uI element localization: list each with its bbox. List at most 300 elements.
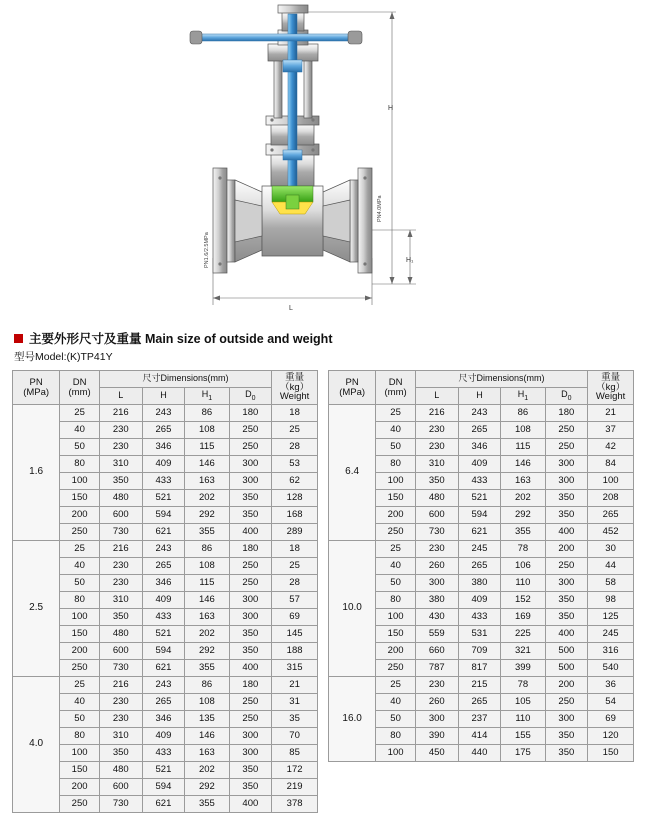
cell-h1: 110 xyxy=(501,711,545,728)
cell-h: 521 xyxy=(142,762,185,779)
cell-h: 433 xyxy=(142,473,185,490)
cell-h: 243 xyxy=(142,541,185,558)
cell-h: 265 xyxy=(142,422,185,439)
header-l: L xyxy=(415,388,458,405)
section-heading xyxy=(14,329,646,347)
cell-w: 245 xyxy=(588,626,634,643)
cell-h: 521 xyxy=(142,490,185,507)
cell-h: 409 xyxy=(142,456,185,473)
cell-d0: 500 xyxy=(545,660,588,677)
cell-dn: 40 xyxy=(376,694,416,711)
cell-h: 243 xyxy=(458,405,501,422)
cell-h1: 292 xyxy=(185,643,229,660)
cell-h1: 292 xyxy=(501,507,545,524)
cell-l: 310 xyxy=(415,456,458,473)
cell-d0: 400 xyxy=(229,796,272,813)
cell-l: 300 xyxy=(415,575,458,592)
cell-dn: 25 xyxy=(60,541,100,558)
cell-l: 216 xyxy=(415,405,458,422)
cell-dn: 150 xyxy=(60,626,100,643)
cell-h1: 202 xyxy=(185,626,229,643)
cell-l: 730 xyxy=(99,524,142,541)
cell-w: 18 xyxy=(272,405,318,422)
header-pn-unit: (MPa) xyxy=(339,386,366,398)
header-dn xyxy=(60,371,100,405)
cell-w: 378 xyxy=(272,796,318,813)
cell-l: 230 xyxy=(415,422,458,439)
cell-d0: 180 xyxy=(229,405,272,422)
cell-h: 594 xyxy=(142,643,185,660)
cell-dn: 40 xyxy=(60,422,100,439)
cell-d0: 250 xyxy=(545,694,588,711)
cell-dn: 25 xyxy=(376,405,416,422)
cell-w: 219 xyxy=(272,779,318,796)
cell-d0: 400 xyxy=(545,524,588,541)
header-pn-text: PN xyxy=(345,376,359,388)
header-dn-unit: (mm) xyxy=(68,386,91,398)
cell-dn: 100 xyxy=(376,473,416,490)
cell-l: 350 xyxy=(415,473,458,490)
cell-w: 44 xyxy=(588,558,634,575)
header-d0 xyxy=(229,388,272,405)
cell-dn: 50 xyxy=(60,711,100,728)
cell-d0: 300 xyxy=(229,456,272,473)
cell-l: 430 xyxy=(415,609,458,626)
cell-d0: 250 xyxy=(229,694,272,711)
cell-h1: 86 xyxy=(185,677,229,694)
cell-w: 28 xyxy=(272,575,318,592)
cell-w: 315 xyxy=(272,660,318,677)
valve-drawing-svg xyxy=(0,0,646,325)
cell-w: 316 xyxy=(588,643,634,660)
cell-dn: 40 xyxy=(376,558,416,575)
cell-dn: 250 xyxy=(60,524,100,541)
header-d0-base: D xyxy=(245,388,252,399)
header-dn-text: DN xyxy=(72,376,87,388)
cell-dn: 200 xyxy=(60,643,100,660)
cell-w: 30 xyxy=(588,541,634,558)
cell-dn: 25 xyxy=(60,405,100,422)
cell-h: 265 xyxy=(458,558,501,575)
cell-l: 600 xyxy=(99,507,142,524)
cell-h: 265 xyxy=(142,558,185,575)
cell-h1: 108 xyxy=(185,422,229,439)
cell-dn: 80 xyxy=(376,456,416,473)
header-weight-cn: 重量 xyxy=(285,371,305,383)
cell-w: 36 xyxy=(588,677,634,694)
cell-h1: 155 xyxy=(501,728,545,745)
cell-h1: 202 xyxy=(185,490,229,507)
cell-d0: 300 xyxy=(229,609,272,626)
cell-w: 54 xyxy=(588,694,634,711)
cell-h: 380 xyxy=(458,575,501,592)
cell-d0: 300 xyxy=(229,745,272,762)
cell-l: 480 xyxy=(415,490,458,507)
header-h: H xyxy=(142,388,185,405)
cell-h: 594 xyxy=(142,779,185,796)
cell-dn: 50 xyxy=(60,575,100,592)
cell-w: 62 xyxy=(272,473,318,490)
cell-h1: 292 xyxy=(185,507,229,524)
cell-w: 125 xyxy=(588,609,634,626)
cell-w: 25 xyxy=(272,422,318,439)
cell-dn: 50 xyxy=(376,711,416,728)
table-row xyxy=(329,677,634,694)
cell-dn: 250 xyxy=(376,524,416,541)
cell-dn: 40 xyxy=(376,422,416,439)
cell-dn: 150 xyxy=(60,490,100,507)
header-h1-base: H xyxy=(201,388,209,399)
cell-h1: 105 xyxy=(501,694,545,711)
cell-dn: 80 xyxy=(376,592,416,609)
cell-l: 310 xyxy=(99,456,142,473)
cell-h: 531 xyxy=(458,626,501,643)
header-weight-unit: （kg） xyxy=(280,381,310,393)
table-row xyxy=(329,405,634,422)
cell-l: 350 xyxy=(99,745,142,762)
cell-w: 35 xyxy=(272,711,318,728)
header-weight xyxy=(272,371,318,405)
cell-h1: 115 xyxy=(501,439,545,456)
cell-w: 168 xyxy=(272,507,318,524)
cell-l: 730 xyxy=(99,796,142,813)
header-dn xyxy=(376,371,416,405)
cell-d0: 300 xyxy=(545,575,588,592)
header-h1 xyxy=(501,388,545,405)
dim-label-H: H xyxy=(388,105,394,112)
model-label: 型号Model:(K)TP41Y xyxy=(14,351,113,363)
cell-l: 600 xyxy=(415,507,458,524)
dim-label-L: L xyxy=(289,305,293,312)
valve-handle xyxy=(190,31,362,44)
cell-d0: 350 xyxy=(545,490,588,507)
cell-d0: 350 xyxy=(229,507,272,524)
header-h1 xyxy=(185,388,229,405)
cell-dn: 50 xyxy=(60,439,100,456)
cell-d0: 200 xyxy=(545,541,588,558)
cell-dn: 150 xyxy=(376,490,416,507)
cell-dn: 200 xyxy=(376,643,416,660)
header-dimensions: 尺寸Dimensions(mm) xyxy=(99,371,271,388)
header-l: L xyxy=(99,388,142,405)
cell-d0: 500 xyxy=(545,643,588,660)
cell-h1: 78 xyxy=(501,677,545,694)
cell-pn: 6.4 xyxy=(329,405,376,541)
header-dn-text: DN xyxy=(388,376,403,388)
cell-h1: 321 xyxy=(501,643,545,660)
cell-l: 230 xyxy=(415,541,458,558)
cell-h1: 225 xyxy=(501,626,545,643)
cell-h1: 86 xyxy=(501,405,545,422)
cell-h1: 163 xyxy=(501,473,545,490)
cell-d0: 400 xyxy=(545,626,588,643)
cell-d0: 300 xyxy=(229,473,272,490)
section-title: 主要外形尺寸及重量 Main size of outside and weight xyxy=(29,332,333,346)
cell-l: 559 xyxy=(415,626,458,643)
cell-dn: 40 xyxy=(60,558,100,575)
cell-h: 409 xyxy=(142,592,185,609)
cell-d0: 300 xyxy=(229,592,272,609)
cell-dn: 25 xyxy=(376,677,416,694)
cell-d0: 250 xyxy=(229,558,272,575)
table-header-row xyxy=(329,371,634,388)
cell-l: 450 xyxy=(415,745,458,762)
cell-dn: 250 xyxy=(376,660,416,677)
cell-h: 409 xyxy=(458,592,501,609)
cell-h1: 146 xyxy=(185,456,229,473)
header-pn-unit: (MPa) xyxy=(23,386,50,398)
cell-w: 145 xyxy=(272,626,318,643)
cell-h1: 110 xyxy=(501,575,545,592)
cell-h1: 355 xyxy=(185,660,229,677)
cell-l: 350 xyxy=(99,609,142,626)
cell-d0: 350 xyxy=(545,728,588,745)
cell-w: 25 xyxy=(272,558,318,575)
cell-w: 42 xyxy=(588,439,634,456)
cell-l: 260 xyxy=(415,558,458,575)
cell-dn: 100 xyxy=(376,609,416,626)
cell-h: 621 xyxy=(142,660,185,677)
cell-d0: 350 xyxy=(545,609,588,626)
cell-h: 621 xyxy=(458,524,501,541)
cell-d0: 350 xyxy=(229,626,272,643)
cell-h: 433 xyxy=(142,609,185,626)
cell-w: 208 xyxy=(588,490,634,507)
cell-h: 440 xyxy=(458,745,501,762)
cell-h1: 146 xyxy=(185,592,229,609)
cell-h1: 355 xyxy=(185,524,229,541)
cell-w: 18 xyxy=(272,541,318,558)
header-weight-en: Weight xyxy=(595,391,626,403)
cell-w: 265 xyxy=(588,507,634,524)
cell-w: 70 xyxy=(272,728,318,745)
cell-h1: 146 xyxy=(185,728,229,745)
cell-d0: 350 xyxy=(229,762,272,779)
cell-w: 128 xyxy=(272,490,318,507)
cell-d0: 250 xyxy=(229,711,272,728)
cell-dn: 25 xyxy=(60,677,100,694)
cell-d0: 250 xyxy=(229,422,272,439)
cell-w: 540 xyxy=(588,660,634,677)
cell-l: 230 xyxy=(99,575,142,592)
cell-l: 230 xyxy=(415,677,458,694)
cell-l: 260 xyxy=(415,694,458,711)
cell-l: 787 xyxy=(415,660,458,677)
cell-d0: 250 xyxy=(545,558,588,575)
cell-l: 480 xyxy=(99,762,142,779)
cell-w: 452 xyxy=(588,524,634,541)
cell-dn: 150 xyxy=(376,626,416,643)
cell-dn: 80 xyxy=(60,592,100,609)
cell-w: 28 xyxy=(272,439,318,456)
cell-d0: 350 xyxy=(229,779,272,796)
cell-h1: 399 xyxy=(501,660,545,677)
cell-h1: 106 xyxy=(501,558,545,575)
cell-h1: 202 xyxy=(501,490,545,507)
cell-w: 21 xyxy=(272,677,318,694)
dim-label-flange-left: PN1.6/2.5MPa xyxy=(204,232,210,268)
cell-h: 265 xyxy=(142,694,185,711)
cell-h: 521 xyxy=(142,626,185,643)
header-weight xyxy=(588,371,634,405)
cell-h: 817 xyxy=(458,660,501,677)
header-h1-sub: 1 xyxy=(208,394,213,402)
header-pn xyxy=(13,371,60,405)
cell-h: 414 xyxy=(458,728,501,745)
cell-h1: 86 xyxy=(185,541,229,558)
header-dn-unit: (mm) xyxy=(384,386,407,398)
cell-l: 230 xyxy=(99,439,142,456)
cell-h1: 163 xyxy=(185,473,229,490)
cell-dn: 40 xyxy=(60,694,100,711)
header-d0-sub: 0 xyxy=(251,394,256,402)
spec-table-left-body xyxy=(13,405,318,813)
cell-h: 709 xyxy=(458,643,501,660)
cell-d0: 300 xyxy=(545,456,588,473)
cell-w: 69 xyxy=(588,711,634,728)
cell-h1: 169 xyxy=(501,609,545,626)
cell-l: 300 xyxy=(415,711,458,728)
cell-l: 390 xyxy=(415,728,458,745)
cell-dn: 50 xyxy=(376,439,416,456)
header-weight-unit: （kg） xyxy=(596,381,626,393)
header-h: H xyxy=(458,388,501,405)
cell-h: 265 xyxy=(458,422,501,439)
cell-l: 310 xyxy=(99,592,142,609)
cell-d0: 300 xyxy=(229,728,272,745)
cell-d0: 180 xyxy=(229,677,272,694)
cell-l: 660 xyxy=(415,643,458,660)
cell-dn: 200 xyxy=(376,507,416,524)
cell-pn: 16.0 xyxy=(329,677,376,762)
bullet-square-icon xyxy=(14,334,23,343)
cell-l: 230 xyxy=(99,558,142,575)
cell-dn: 100 xyxy=(60,473,100,490)
cell-h1: 108 xyxy=(185,558,229,575)
cell-h1: 115 xyxy=(185,575,229,592)
cell-l: 230 xyxy=(99,694,142,711)
cell-h: 346 xyxy=(458,439,501,456)
cell-dn: 250 xyxy=(60,660,100,677)
cell-d0: 180 xyxy=(229,541,272,558)
cell-h1: 202 xyxy=(185,762,229,779)
cell-h: 433 xyxy=(142,745,185,762)
header-dimensions: 尺寸Dimensions(mm) xyxy=(415,371,587,388)
cell-dn: 80 xyxy=(60,456,100,473)
cell-w: 58 xyxy=(588,575,634,592)
cell-h: 621 xyxy=(142,524,185,541)
table-row xyxy=(329,541,634,558)
cell-h: 243 xyxy=(142,405,185,422)
cell-l: 380 xyxy=(415,592,458,609)
cell-d0: 300 xyxy=(545,473,588,490)
cell-w: 85 xyxy=(272,745,318,762)
cell-w: 120 xyxy=(588,728,634,745)
cell-h: 433 xyxy=(458,609,501,626)
cell-h: 409 xyxy=(458,456,501,473)
cell-l: 600 xyxy=(99,643,142,660)
cell-pn: 1.6 xyxy=(13,405,60,541)
cell-h: 265 xyxy=(458,694,501,711)
spec-tables xyxy=(0,370,646,813)
header-weight-cn: 重量 xyxy=(601,371,621,383)
cell-h1: 86 xyxy=(185,405,229,422)
cell-h: 433 xyxy=(458,473,501,490)
header-h1-base: H xyxy=(517,388,525,399)
cell-dn: 50 xyxy=(376,575,416,592)
cell-l: 480 xyxy=(99,490,142,507)
cell-w: 57 xyxy=(272,592,318,609)
cell-w: 69 xyxy=(272,609,318,626)
spec-table-left xyxy=(12,370,318,813)
cell-h: 215 xyxy=(458,677,501,694)
cell-dn: 80 xyxy=(376,728,416,745)
cell-h: 243 xyxy=(142,677,185,694)
table-header-row xyxy=(13,371,318,388)
cell-w: 289 xyxy=(272,524,318,541)
spec-table-right-body xyxy=(329,405,634,762)
cell-d0: 350 xyxy=(229,643,272,660)
cell-dn: 150 xyxy=(60,762,100,779)
cell-w: 31 xyxy=(272,694,318,711)
cell-w: 188 xyxy=(272,643,318,660)
cell-l: 230 xyxy=(99,711,142,728)
cell-h1: 163 xyxy=(185,609,229,626)
dim-label-H1: H₁ xyxy=(406,257,414,264)
cell-dn: 100 xyxy=(60,609,100,626)
table-row xyxy=(13,677,318,694)
cell-d0: 350 xyxy=(545,507,588,524)
cell-h: 245 xyxy=(458,541,501,558)
cell-h1: 108 xyxy=(185,694,229,711)
cell-pn: 10.0 xyxy=(329,541,376,677)
cell-l: 730 xyxy=(99,660,142,677)
cell-h: 346 xyxy=(142,575,185,592)
cell-l: 216 xyxy=(99,405,142,422)
cell-w: 37 xyxy=(588,422,634,439)
cell-h: 621 xyxy=(142,796,185,813)
cell-h1: 163 xyxy=(185,745,229,762)
table-row xyxy=(13,541,318,558)
cell-l: 480 xyxy=(99,626,142,643)
cell-dn: 25 xyxy=(376,541,416,558)
dim-label-flange-right: PN4.0MPa xyxy=(377,195,383,222)
cell-h: 346 xyxy=(142,711,185,728)
cell-h1: 355 xyxy=(185,796,229,813)
cell-l: 230 xyxy=(415,439,458,456)
cell-l: 730 xyxy=(415,524,458,541)
cell-d0: 250 xyxy=(545,439,588,456)
cell-h: 409 xyxy=(142,728,185,745)
cell-h1: 146 xyxy=(501,456,545,473)
header-pn-text: PN xyxy=(29,376,43,388)
cell-l: 230 xyxy=(99,422,142,439)
cell-d0: 350 xyxy=(545,745,588,762)
spec-table-right xyxy=(328,370,634,762)
cell-w: 53 xyxy=(272,456,318,473)
cell-w: 21 xyxy=(588,405,634,422)
cell-d0: 180 xyxy=(545,405,588,422)
cell-l: 216 xyxy=(99,677,142,694)
cell-d0: 400 xyxy=(229,660,272,677)
cell-h1: 152 xyxy=(501,592,545,609)
cell-dn: 100 xyxy=(60,745,100,762)
valve-wedge xyxy=(272,186,313,214)
cell-pn: 4.0 xyxy=(13,677,60,813)
cell-dn: 80 xyxy=(60,728,100,745)
cell-h: 594 xyxy=(142,507,185,524)
cell-w: 150 xyxy=(588,745,634,762)
